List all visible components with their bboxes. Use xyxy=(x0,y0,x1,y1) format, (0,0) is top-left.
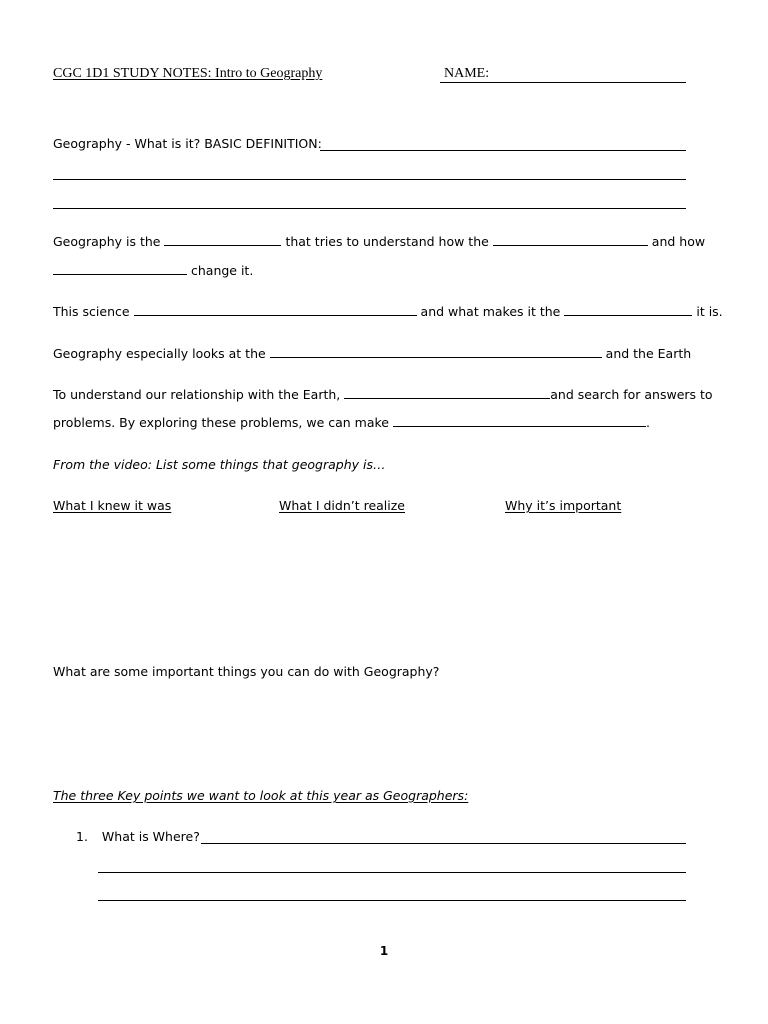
sentence-1-blank-a[interactable] xyxy=(164,235,281,246)
sentence-2-text-c: it is. xyxy=(696,304,723,319)
sentence-3-blank[interactable] xyxy=(270,347,602,358)
sentence-4-text-a: To understand our relationship with the Earth, xyxy=(53,387,341,402)
sentence-1-line-1 xyxy=(53,234,705,249)
sentence-3-text-b: and the Earth xyxy=(605,346,692,361)
name-field[interactable] xyxy=(440,66,686,83)
sentence-4 xyxy=(53,387,713,402)
sentence-2-blank-a[interactable] xyxy=(134,305,417,316)
sentence-1-text-a: Geography is the xyxy=(53,234,161,249)
key-point-1-label: What is Where? xyxy=(101,829,200,844)
document-title: CGC 1D1 STUDY NOTES: Intro to Geography xyxy=(53,66,323,81)
column-header-important: Why it’s important xyxy=(505,498,622,513)
sentence-5-text-a: problems. By exploring these problems, we can make xyxy=(53,415,389,430)
key-point-1 xyxy=(76,829,200,844)
geography-question: What are some important things you can do with Geography? xyxy=(53,664,440,679)
key-point-1-blank-1[interactable] xyxy=(201,843,686,844)
sentence-5-blank[interactable] xyxy=(393,416,646,427)
column-header-didnt-realize: What I didn’t realize xyxy=(279,498,406,513)
sentence-5-period: . xyxy=(645,415,650,430)
definition-blank-1[interactable] xyxy=(320,150,686,151)
sentence-1-text-c: and how xyxy=(651,234,706,249)
sentence-2-text-a: This science xyxy=(53,304,130,319)
sentence-1-blank-b[interactable] xyxy=(493,235,648,246)
sentence-1-text-b: that tries to understand how the xyxy=(285,234,489,249)
sentence-1-blank-c[interactable] xyxy=(53,264,187,275)
sentence-5 xyxy=(53,415,650,430)
key-point-1-number: 1. xyxy=(76,829,88,844)
page-number: 1 xyxy=(379,944,389,958)
key-point-1-blank-2[interactable] xyxy=(98,872,686,873)
video-prompt: From the video: List some things that geography is… xyxy=(53,457,386,472)
definition-prompt: Geography - What is it? BASIC DEFINITION: xyxy=(53,136,322,151)
key-points-heading: The three Key points we want to look at this year as Geographers: xyxy=(53,788,469,803)
sentence-2-blank-b[interactable] xyxy=(564,305,692,316)
sentence-2-text-b: and what makes it the xyxy=(420,304,561,319)
key-point-1-blank-3[interactable] xyxy=(98,900,686,901)
sentence-4-blank[interactable] xyxy=(344,388,550,399)
column-header-knew: What I knew it was xyxy=(53,498,172,513)
sentence-1-line-2 xyxy=(53,263,253,278)
definition-blank-3[interactable] xyxy=(53,208,686,209)
name-label: NAME: xyxy=(444,66,490,81)
sentence-1-text-d: change it. xyxy=(190,263,254,278)
sentence-2 xyxy=(53,304,723,319)
sentence-3 xyxy=(53,346,691,361)
definition-blank-2[interactable] xyxy=(53,179,686,180)
sentence-3-text-a: Geography especially looks at the xyxy=(53,346,266,361)
sentence-4-text-b: and search for answers to xyxy=(550,387,713,402)
